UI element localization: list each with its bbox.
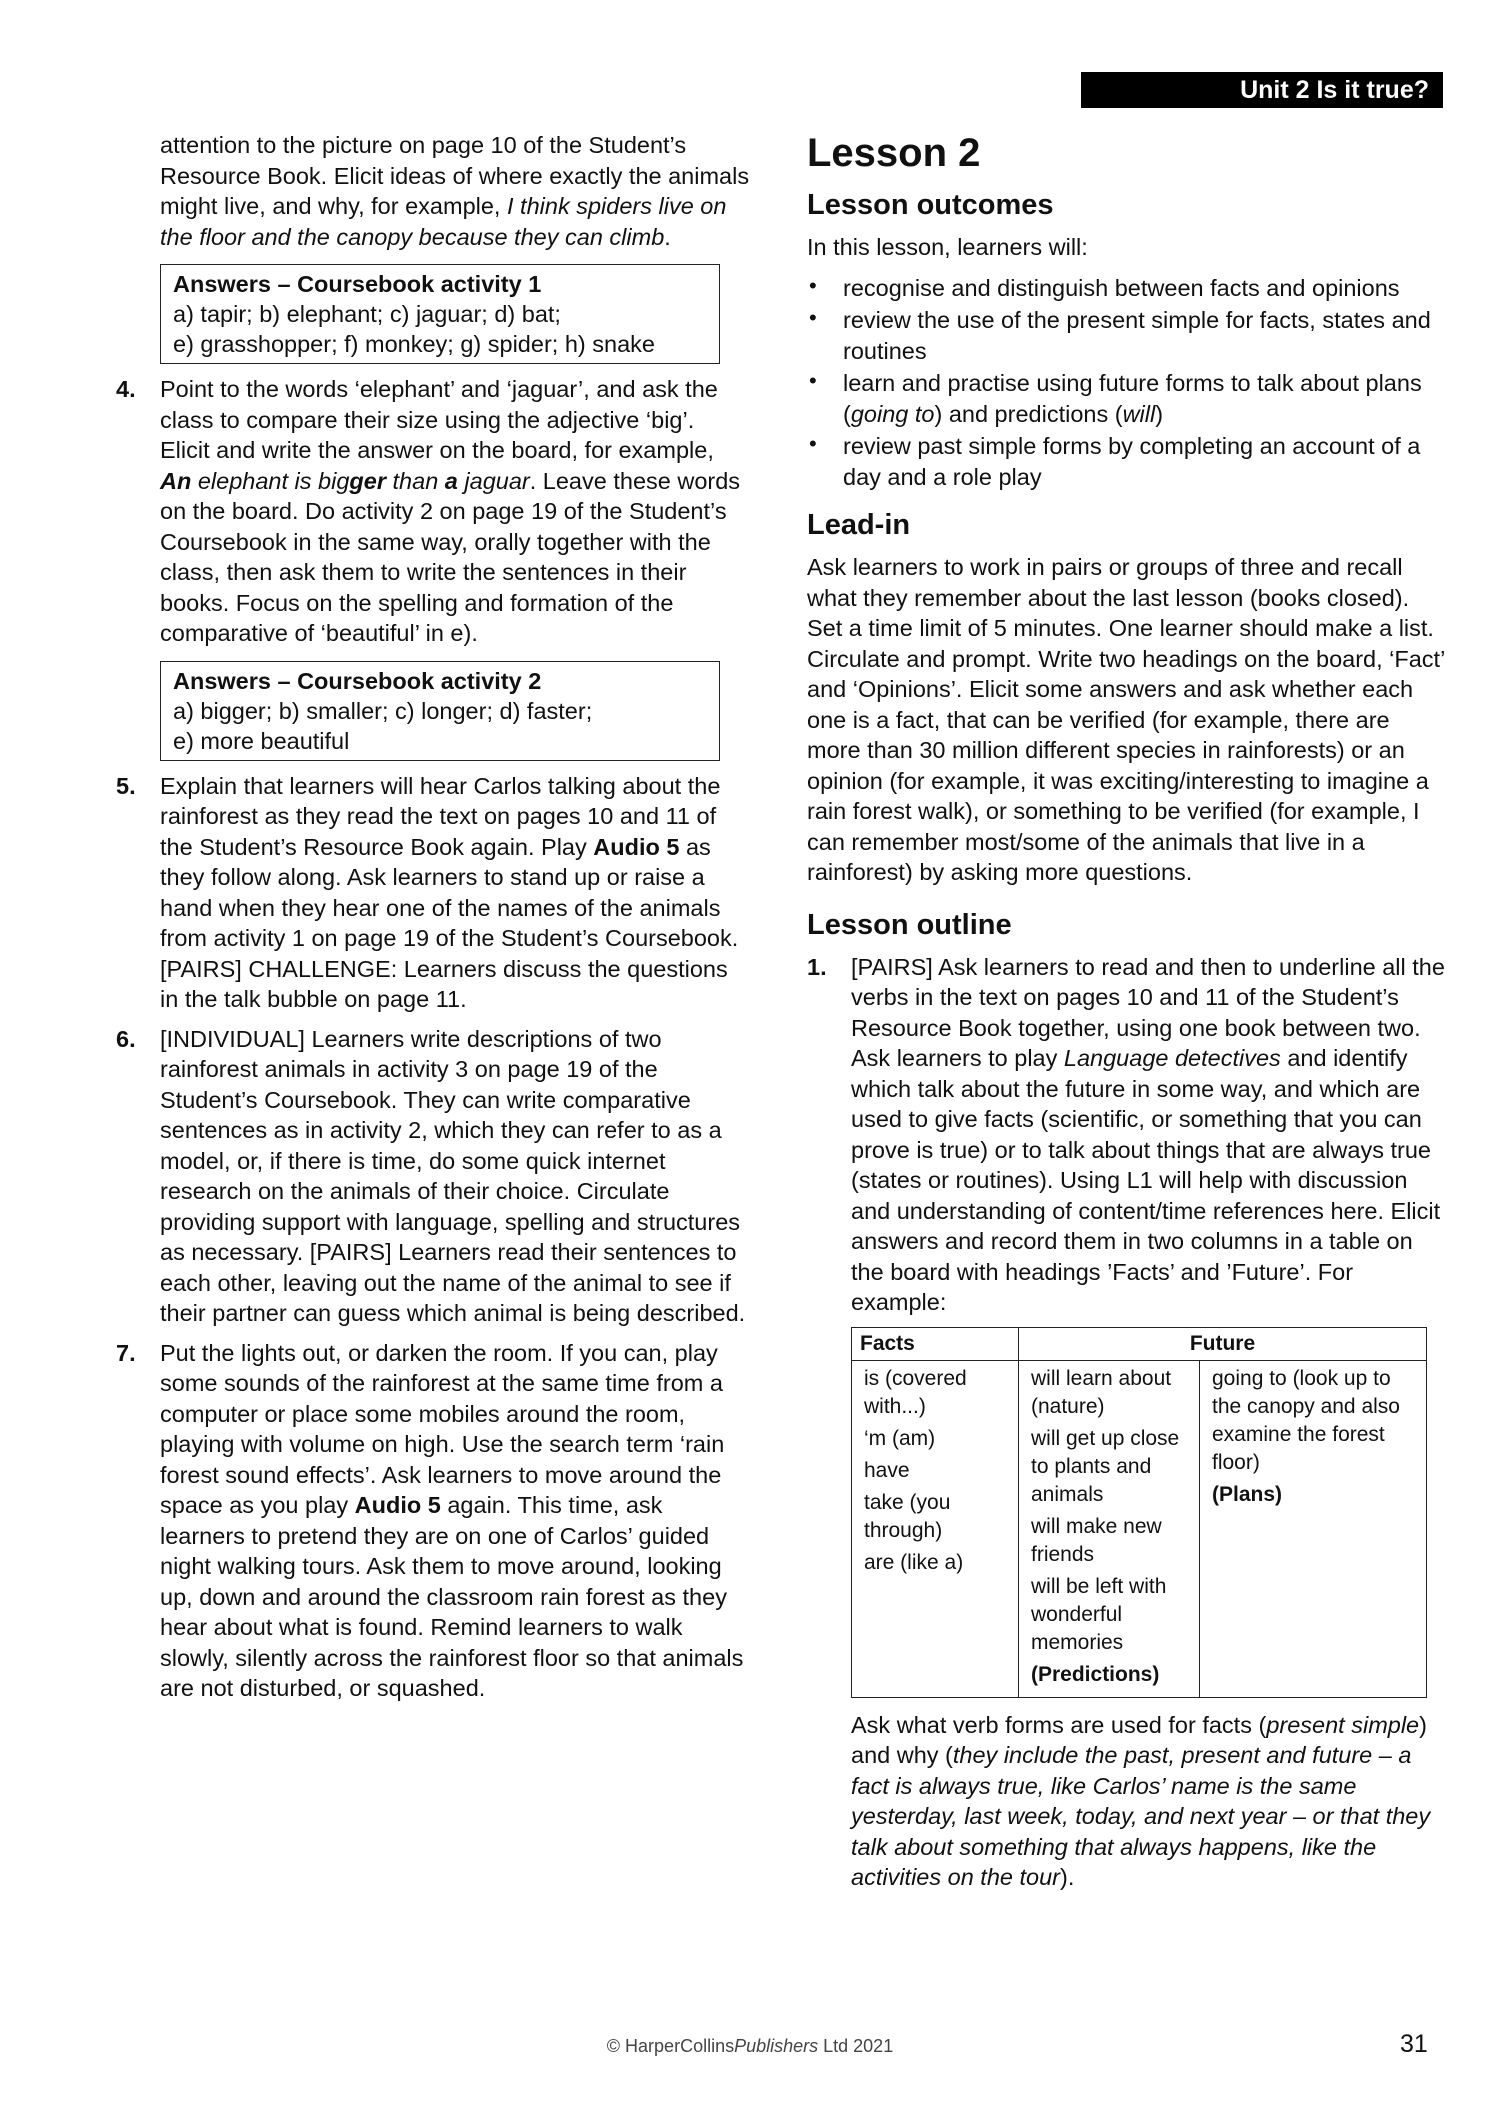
step-6 [116, 1024, 750, 1329]
bullet-icon: • [809, 431, 817, 456]
table-cell-item: is (covered with...) [864, 1366, 967, 1418]
outcome-italic: will [1122, 400, 1156, 427]
step-list-left [116, 374, 750, 649]
paragraph-text: ). [1060, 1864, 1075, 1890]
example-bold: An [160, 467, 192, 494]
left-column [116, 130, 750, 1713]
right-column [807, 130, 1445, 1893]
unit-title: Unit 2 Is it true? [1240, 76, 1429, 104]
outcome-item [807, 368, 1445, 429]
verb-forms-paragraph [807, 1710, 1445, 1893]
intro-end: . [664, 223, 671, 250]
outcomes-heading: Lesson outcomes [807, 189, 1054, 221]
outcome-text: learn and practise using future forms to talk about plans ( [843, 370, 1422, 427]
outline-heading: Lesson outline [807, 908, 1012, 941]
table-header-future: Future [1019, 1327, 1427, 1360]
answers-title: Answers – Coursebook activity 1 [173, 271, 542, 297]
outcome-item [807, 305, 1445, 366]
answers-line: a) tapir; b) elephant; c) jaguar; d) bat; [173, 301, 561, 327]
table-cell-item: will get up close to plants and animals [1031, 1426, 1180, 1506]
paragraph-italic: present simple [1266, 1711, 1420, 1738]
facts-cell [852, 1360, 1019, 1697]
outcomes-intro: In this lesson, learners will: [807, 234, 1088, 260]
paragraph-italic: they include the past, present and future – a fact is always true, like Carlos’ name is the same yesterday, last week, today, and next year – or that they talk about something that always happens, like the activities on the tour [851, 1742, 1431, 1890]
step-number: 7. [116, 1339, 136, 1366]
step-text: Put the lights out, or darken the room. If you can, play some sounds of the rainforest at the same time from a computer or place some mobiles around the room, playing with volume on high. Use the search term ‘rain forest sound effects’. Ask learners to move around the space as you play [160, 1339, 725, 1518]
intro-paragraph [116, 130, 750, 252]
step-list-left-2 [116, 771, 750, 1704]
step-text: and identify which talk about the future in some way, and which are used to give facts (scientific, or something that you can prove is true) or to talk about things that are always true (states or routines). Using L1 will help with discussion and understanding of content/time references here. Elicit answers and record them in two columns in a table on the board with headings ’Facts’ and ’Future’. For example: [851, 1045, 1441, 1315]
answers-line: e) grasshopper; f) monkey; g) spider; h) snake [173, 331, 655, 357]
audio-reference: Audio 5 [354, 1492, 441, 1518]
predictions-cell [1019, 1360, 1200, 1697]
leadin-paragraph: Ask learners to work in pairs or groups of three and recall what they remember about the last lesson (books closed). Set a time limit of 5 minutes. One learner should make a list. Circulate and prompt. Write two headings on the board, ‘Fact’ and ‘Opinions’. Elicit some answers and ask whether each one is a fact, that can be verified (for example, there are more than 30 million different species in rainforests) or an opinion (for example, it was exciting/interesting to imagine a rain forest walk), or something to be verified (for example, I can remember most/some of the animals that live in a rainforest) by asking more questions. [807, 554, 1445, 885]
step-number: 6. [116, 1025, 136, 1052]
table-cell-item: take (you through) [864, 1490, 951, 1542]
answers-title: Answers – Coursebook activity 2 [173, 667, 542, 694]
facts-future-table [851, 1327, 1427, 1698]
outcome-item [807, 273, 1445, 304]
example-bold: ger [349, 467, 386, 494]
plans-cell [1200, 1360, 1427, 1697]
outcome-text: recognise and distinguish between facts and opinions [843, 274, 1400, 301]
example-bold: a [444, 467, 458, 494]
example-italic: jaguar [457, 467, 530, 494]
copyright-text: Ltd 2021 [818, 2036, 894, 2056]
table-cell-item: going to (look up to the canopy and also examine the forest floor) [1212, 1366, 1400, 1474]
copyright-italic: Publishers [734, 2036, 819, 2056]
answers-line: a) bigger; b) smaller; c) longer; d) faster; [173, 697, 593, 724]
step-5 [116, 771, 750, 1015]
table-cell-item: will be left with wonderful memories [1031, 1574, 1167, 1654]
leadin-heading: Lead-in [807, 509, 911, 541]
table-cell-item: are (like a) [864, 1550, 964, 1574]
step-text: . Leave these words on the board. Do activity 2 on page 19 of the Student’s Coursebook in the same way, orally together with the class, then ask them to write the sentences in their books. Focus on the spelling and formation of the comparative of ‘beautiful’ in e). [160, 467, 741, 646]
outcome-text: review the use of the present simple for facts, states and routines [843, 307, 1431, 364]
bullet-icon: • [809, 305, 817, 330]
intro-example: I think spiders live on the floor and the canopy because they can climb [160, 193, 727, 250]
paragraph-text: ) and why ( [851, 1711, 1427, 1768]
copyright-footer [0, 2036, 1500, 2057]
outcome-item [807, 431, 1445, 492]
answers-box-activity-1 [160, 264, 720, 364]
example-italic: than [386, 467, 445, 494]
bullet-icon: • [809, 272, 817, 298]
table-cell-item: will learn about (nature) [1031, 1366, 1172, 1418]
intro-text: attention to the picture on page 10 of the Student’s Resource Book. Elicit ideas of where exactly the animals might live, and why, for example, [160, 132, 750, 219]
plans-label: (Plans) [1212, 1482, 1283, 1506]
answers-line: e) more beautiful [173, 727, 350, 754]
step-text: Point to the words ‘elephant’ and ‘jaguar’, and ask the class to compare their size using the adjective ‘big’. Elicit and write the answer on the board, for example, [160, 376, 718, 463]
paragraph-text: Ask what verb forms are used for facts ( [851, 1711, 1267, 1738]
step-7 [116, 1338, 750, 1704]
step-italic: Language detectives [1063, 1045, 1281, 1071]
table-header-facts: Facts [852, 1327, 1019, 1360]
table-cell-item: have [864, 1458, 910, 1482]
page-header [1081, 72, 1443, 108]
step-4 [116, 374, 750, 649]
outcome-italic: going to [850, 400, 935, 427]
predictions-label: (Predictions) [1031, 1662, 1160, 1686]
lesson-title: Lesson 2 [807, 131, 981, 175]
step-number: 4. [116, 376, 136, 402]
step-1 [807, 952, 1445, 1318]
audio-reference: Audio 5 [593, 833, 680, 860]
page-number: 31 [1400, 2030, 1428, 2058]
step-text: [PAIRS] Ask learners to read and then to underline all the verbs in the text on pages 10 and 11 of the Student’s Resource Book together, using one book between two. Ask learners to play [851, 953, 1445, 1071]
outcome-text: review past simple forms by completing an account of a day and a role play [843, 433, 1421, 490]
step-number: 5. [116, 772, 136, 799]
answers-box-activity-2 [160, 661, 720, 761]
step-number: 1. [807, 953, 827, 980]
step-text: as they follow along. Ask learners to stand up or raise a hand when they hear one of the names of the animals from activity 1 on page 19 of the Student’s Coursebook. [PAIRS] CHALLENGE: Learners discuss the questions in the talk bubble on page 11. [160, 833, 739, 1012]
step-list-right [807, 952, 1445, 1318]
table-cell-item: ‘m (am) [864, 1426, 936, 1450]
outcome-text: ) and predictions ( [934, 400, 1123, 427]
copyright-text: © HarperCollins [606, 2036, 735, 2056]
outcome-text: ) [1155, 400, 1164, 427]
table-cell-item: will make new friends [1031, 1514, 1162, 1566]
step-text: [INDIVIDUAL] Learners write descriptions of two rainforest animals in activity 3 on page 19 of the Student’s Coursebook. They can write comparative sentences as in activity 2, which they can refer to as a model, or, if there is time, do some quick internet research on the animals of their choice. Circulate providing support with language, spelling and structures as necessary. [PAIRS] Learners read their sentences to each other, leaving out the name of the animal to see if their partner can guess which animal is being described. [160, 1025, 746, 1326]
step-text: Explain that learners will hear Carlos talking about the rainforest as they read the text on pages 10 and 11 of the Student’s Resource Book again. Play [160, 772, 721, 860]
step-text: again. This time, ask learners to pretend they are on one of Carlos’ guided night walking tours. Ask them to move around, looking up, down and around the classroom rain forest as they hear about what is found. Remind learners to walk slowly, silently across the rainforest floor so that animals are not disturbed, or squashed. [160, 1492, 744, 1701]
example-italic: elephant is big [191, 467, 350, 494]
bullet-icon: • [809, 368, 817, 393]
outcomes-list [807, 273, 1445, 493]
